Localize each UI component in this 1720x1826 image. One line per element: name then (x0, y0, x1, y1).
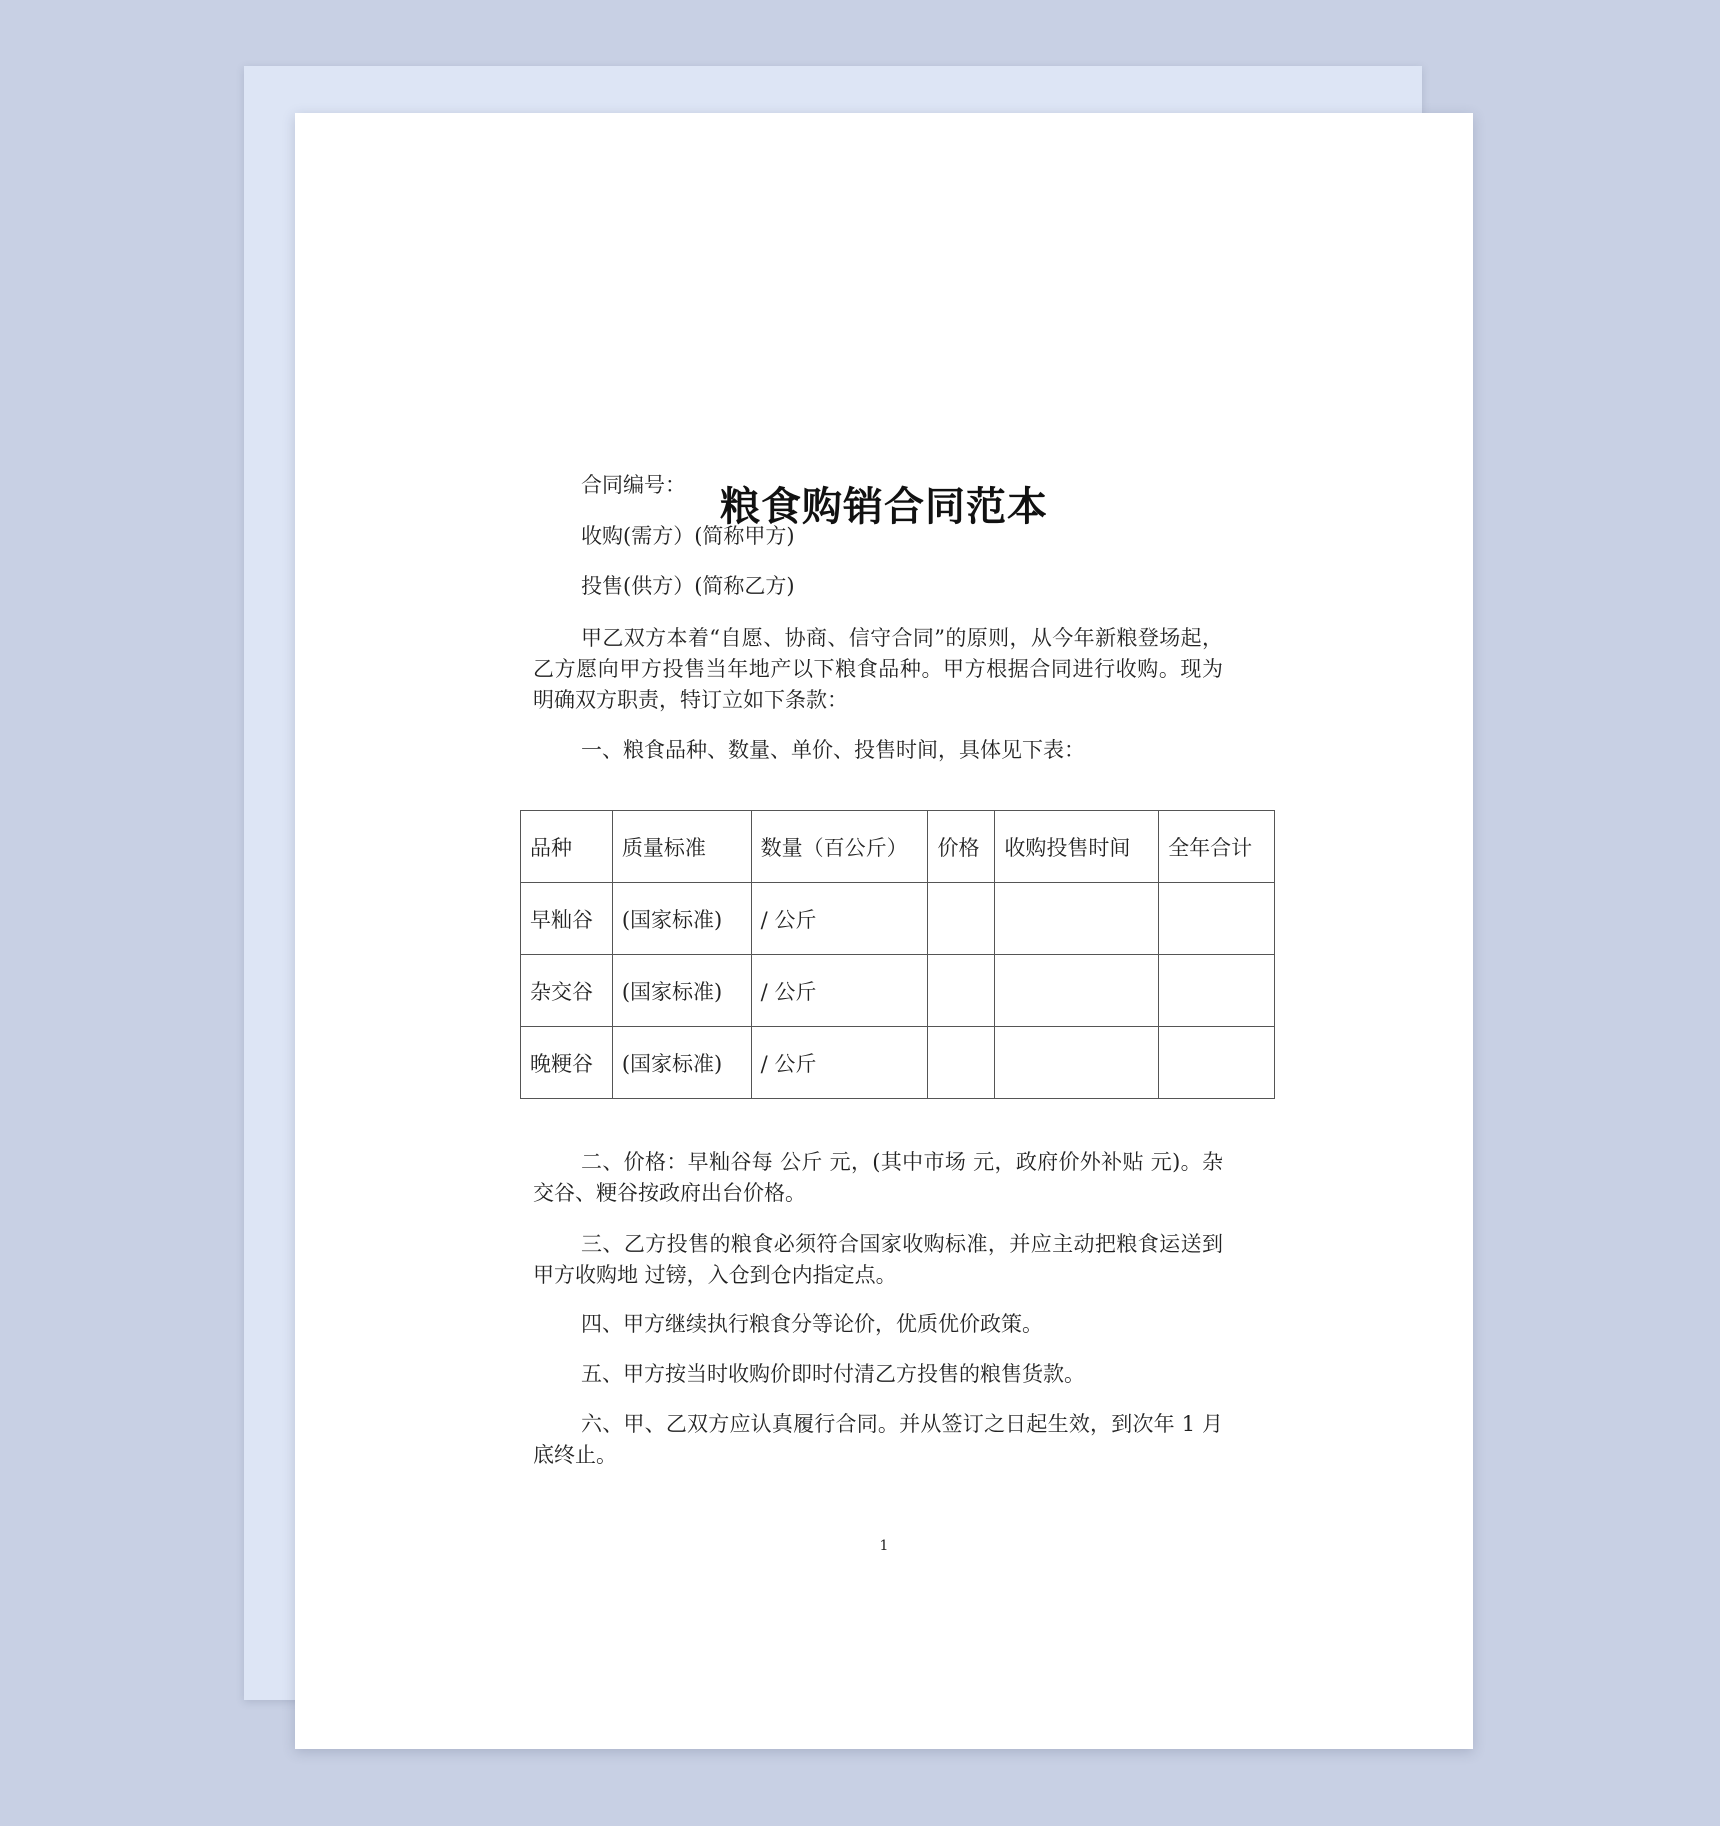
document-title: 粮食购销合同范本 (720, 484, 1048, 530)
table-cell: / 公斤 (751, 955, 928, 1027)
table-cell: 杂交谷 (521, 955, 613, 1027)
clause-4: 四、甲方继续执行粮食分等论价，优质优价政策。 (581, 1312, 1043, 1336)
table-header-cell: 质量标准 (612, 811, 751, 883)
table-cell (995, 883, 1159, 955)
table-header-cell: 数量（百公斤） (751, 811, 928, 883)
table-cell (928, 955, 995, 1027)
table-cell: 晚粳谷 (521, 1027, 613, 1099)
intro-paragraph: 甲乙双方本着“自愿、协商、信守合同”的原则，从今年新粮登场起，乙方愿向甲方投售当年地产以下粮食品种。甲方根据合同进行收购。现为明确双方职责，特订立如下条款： (533, 626, 1223, 712)
table-cell (995, 1027, 1159, 1099)
table-cell (928, 883, 995, 955)
table-cell: (国家标准) (612, 1027, 751, 1099)
table-header-cell: 收购投售时间 (995, 811, 1159, 883)
clause-2: 二、价格：早籼谷每 公斤 元，(其中市场 元，政府价外补贴 元)。杂交谷、粳谷按政府出台价格。 (533, 1150, 1223, 1205)
table-cell (928, 1027, 995, 1099)
page-number: 1 (879, 1538, 889, 1554)
table-cell: (国家标准) (612, 955, 751, 1027)
table-header-cell: 全年合计 (1159, 811, 1275, 883)
contract-number-line: 合同编号： (581, 473, 686, 497)
table-cell: 早籼谷 (521, 883, 613, 955)
clause-6: 六、甲、乙双方应认真履行合同。并从签订之日起生效，到次年 1 月底终止。 (533, 1412, 1223, 1467)
grain-table (520, 810, 1275, 1099)
seller-line: 投售(供方）(简称乙方) (581, 574, 795, 598)
table-row (521, 1027, 1275, 1099)
table-cell: / 公斤 (751, 883, 928, 955)
table-cell (1159, 955, 1275, 1027)
clause-1: 一、粮食品种、数量、单价、投售时间，具体见下表： (581, 738, 1085, 762)
buyer-line: 收购(需方）(简称甲方) (581, 524, 795, 548)
clause-3: 三、乙方投售的粮食必须符合国家收购标准，并应主动把粮食运送到甲方收购地 过镑，入仓到仓内指定点。 (533, 1232, 1223, 1287)
table-cell: (国家标准) (612, 883, 751, 955)
table-row (521, 883, 1275, 955)
table-cell (1159, 1027, 1275, 1099)
table-header-cell: 价格 (928, 811, 995, 883)
table-cell (1159, 883, 1275, 955)
clause-5: 五、甲方按当时收购价即时付清乙方投售的粮售货款。 (581, 1362, 1085, 1386)
table-cell (995, 955, 1159, 1027)
table-header-cell: 品种 (521, 811, 613, 883)
table-row (521, 955, 1275, 1027)
table-cell: / 公斤 (751, 1027, 928, 1099)
document-page (295, 113, 1473, 1749)
table-header-row (521, 811, 1275, 883)
